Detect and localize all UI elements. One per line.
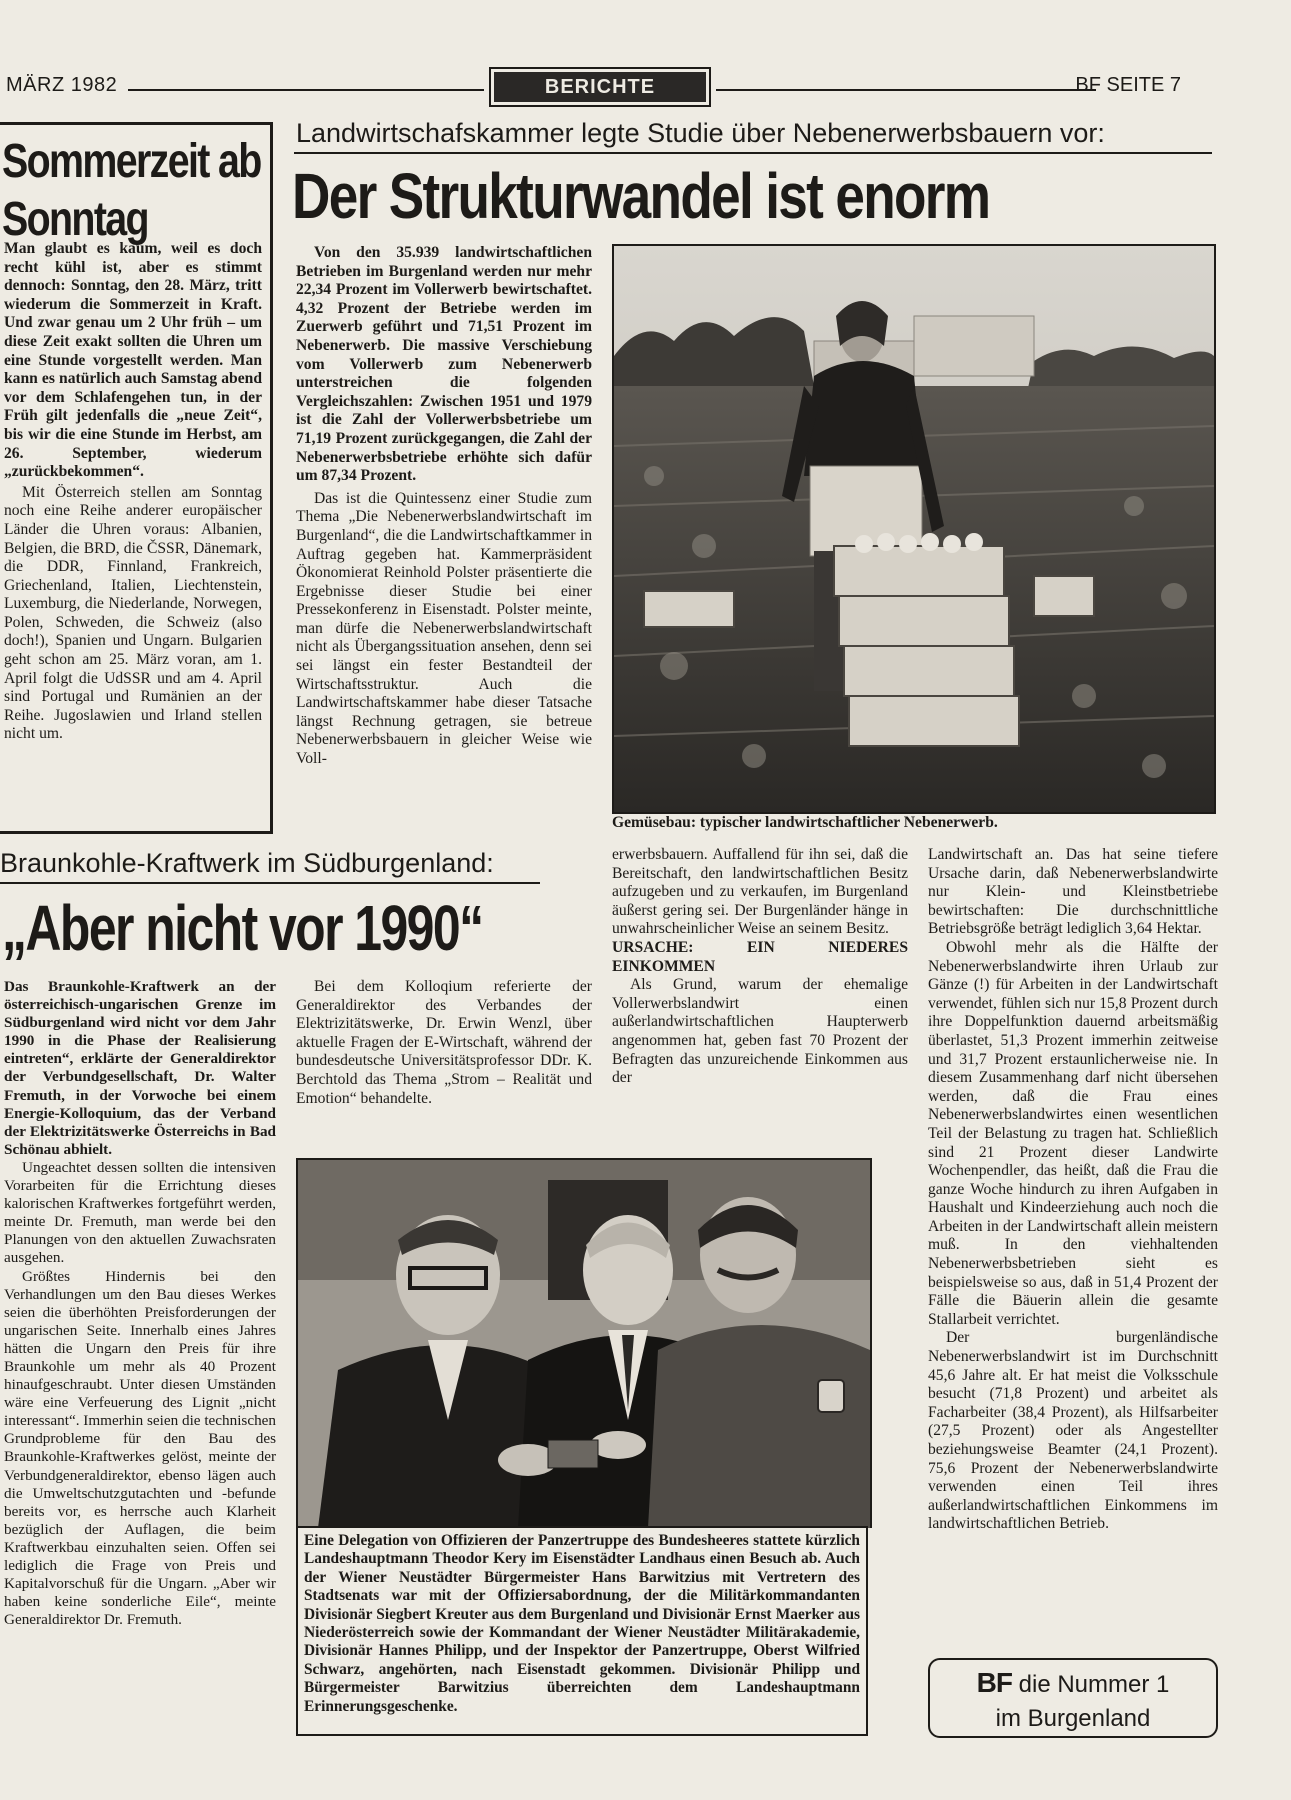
main-column-2 xyxy=(612,846,908,1088)
sidebar-paragraph: Man glaubt es kaum, weil es doch recht kühl ist, aber es stimmt dennoch: Sonntag, den 28. März, tritt wiederum die Sommerzeit in Kraft. Und zwar genau um 2 Uhr früh – um diese Zeit exakt sollten die Uhren um eine Stunde vorgestellt werden. Man kann es natürlich auch Samstag abend vor dem Schlafengehen tun, in der Früh gilt jedenfalls die „neue Zeit“, bis wir die eine Stunde im Herbst, am 26. September, wiederum „zurückbekommen“. xyxy=(4,240,262,481)
second-column-2 xyxy=(296,978,592,1108)
sidebar-paragraph: Mit Österreich stellen am Sonntag noch eine Reihe anderer europäischer Länder die Uhren voraus: Albanien, Belgien, die BRD, die ČSSR, Dänemark, die DDR, Finnland, Frankreich, Griechenland, Italien, Liechtenstein, Luxemburg, die Niederlande, Norwegen, Polen, Schweden, die Schweiz (also doch!), Spanien und Ungarn. Bulgarien geht schon am 25. März voran, am 1. April folgt die UdSSR und am 4. April sind Portugal und Rumänien an der Reihe. Jugoslawien und Irland stellen nicht um. xyxy=(4,483,262,743)
main-paragraph: Obwohl mehr als die Hälfte der Nebenerwerbslandwirte ihren Urlaub zur Gänze (!) für Arbeiten in der Landwirtschaft verwendet, fühlen sich nur 15,8 Prozent durch ihre Doppelfunktion dauernd arbeitsmäßig überlastet, 51,3 Prozent immerhin zeitweise und 31,7 Prozent erstaunlicherweise nie. In diesem Zusammenhang darf nicht übersehen werden, daß die Frau eines Nebenerwerbslandwirtes einen wesentlichen Teil der Belastung zu tragen hat. Schließlich sind 21 Prozent dieser Landwirte Wochenpendler, das heißt, daß die Frau die ganze Woche hindurch zu ihren Aufgaben in Haushalt und Kindeerziehung auch noch die Arbeiten in der Landwirtschaft allein meistern muß. In den viehhaltenden Nebenerwerbsbetrieben sieht es beispielsweise so aus, daß in 51,4 Prozent der Fälle die Bäuerin allein die gesamte Stallarbeit verrichtet. xyxy=(928,938,1218,1328)
second-paragraph: Größtes Hindernis bei den Verhandlungen um den Bau dieses Werkes seien die überhöhten Preisforderungen der ungarischen Seite. Innerhalb eines Jahres hätten die Ungarn den Preis für ihre Braunkohle um mehr als 40 Prozent hinaufgeschraubt. Unter diesen Umständen wäre eine Verfeuerung des Lignit „nicht interessant“. Immerhin seien die technischen Grundprobleme für den Bau des Braunkohle-Kraftwerkes gelöst, meinte der Verbundgeneraldirektor, ebenso lägen auch die Umweltschutzgutachten und -befunde bereits vor, es herrsche auch Klarheit bezüglich der Auflagen, die beim Kraftwerkbau einzuhalten seien. Offen sei lediglich die Frage von Preis und Kapitalvorschuß für die Ungarn. „Aber wir haben keine sonderliche Eile“, meinte Generaldirektor Dr. Fremuth. xyxy=(4,1267,277,1629)
page-number: BF SEITE 7 xyxy=(1075,74,1181,96)
brand-ad-box xyxy=(928,1658,1218,1738)
main-lead: Von den 35.939 landwirtschaftlichen Betrieben im Burgenland werden nur mehr 22,34 Prozent im Vollerwerb bewirtschaftet. 4,32 Prozent der Betriebe werden im Zuerwerb geführt und 71,51 Prozent im Nebenerwerb. Die massive Verschiebung vom Vollerwerb zum Nebenerwerb unterstreichen die folgenden Vergleichszahlen: Zwischen 1951 und 1979 ist die Zahl der Vollerwerbsbetriebe um 71,19 Prozent zurückgegangen, die Zahl der Nebenerwerbsbetriebe erhöhte sich dafür um 87,34 Prozent. xyxy=(296,244,592,485)
main-paragraph: Als Grund, warum der ehemalige Vollerwerbslandwirt einen außerlandwirtschaftlichen Haupterwerb angenommen hat, geben fast 70 Prozent der Befragten das unzureichende Einkommen aus der xyxy=(612,976,908,1087)
main-paragraph: Das ist die Quintessenz einer Studie zum Thema „Die Nebenerwerbslandwirtschaft im Burgenland“, die die Landwirtschaftkammer in Auftrag gegeben hat. Kammerpräsident Ökonomierat Reinhold Polster präsentierte die Ergebnisse dieser Studie bei einer Pressekonferenz in Eisenstadt. Polster meinte, man dürfe die Nebenerwerbslandwirtschaft nicht als Übergangssituation ansehen, denn sei sei längst ein fester Bestandteil der Wirtschaftsstruktur. Auch die Landwirtschaftskammer habe dieser Tatsache längst Rechnung getragen, sie betreue Nebenerwerbsbauern in gleicher Weise wie Voll- xyxy=(296,489,592,768)
farming-photo-image xyxy=(614,246,1214,812)
farming-photo-caption: Gemüsebau: typischer landwirtschaftlicher Nebenerwerb. xyxy=(612,814,998,831)
second-column-1 xyxy=(4,978,276,1629)
main-kicker: Landwirtschafskammer legte Studie über Nebenerwerbsbauern vor: xyxy=(296,118,1105,148)
main-paragraph: Der burgenländische Nebenerwerbslandwirt ist im Durchschnitt 45,6 Jahre alt. Er hat meist die Volksschule besucht (71,8 Prozent) und arbeitet als Facharbeiter (38,4 Prozent), als Hilfsarbeiter (27,5 Prozent) oder als Angestellter beziehungsweise Beamter (24,1 Prozent). 75,6 Prozent der Nebenerwerbslandwirte verwenden einen Teil ihres außerlandwirtschaftlichen Einkommens im landwirtschaftlichen Betrieb. xyxy=(928,1329,1218,1533)
main-paragraph: Landwirtschaft an. Das hat seine tiefere Ursache darin, daß Nebenerwerbslandwirte nur Klein- und Kleinstbetriebe bewirtschaften: Die durchschnittliche Betriebsgröße beträgt lediglich 3,64 Hektar. xyxy=(928,846,1218,938)
second-lead: Das Braunkohle-Kraftwerk an der österreichisch-ungarischen Grenze im Südburgenland wird nicht vor dem Jahr 1990 in die Phase der Realisierung eintreten“, erklärte der Generaldirektor der Verbundgesellschaft, Dr. Walter Fremuth, in der Vorwoche bei einem Energie-Kolloquium, das der Verband der Elektrizitätswerke Österreichs in Bad Schönau abhielt. xyxy=(4,978,276,1158)
section-label: BERICHTE xyxy=(494,72,706,102)
header-rule-left xyxy=(128,89,484,91)
main-headline: Der Strukturwandel ist enorm xyxy=(292,160,990,232)
main-column-3 xyxy=(928,846,1218,1534)
second-kicker-rule xyxy=(0,882,540,884)
second-paragraph: Bei dem Kolloqium referierte der Generaldirektor des Verbandes der Elektrizitätswerke, Dr. Erwin Wenzl, über aktuelle Fragen der E-Wirtschaft, während der bundesdeutsche Universitätsprofessor DDr. K. Berchtold das Thema „Strom – Realität und Emotion“ behandelte. xyxy=(296,978,592,1107)
delegation-photo-image xyxy=(298,1160,870,1528)
kicker-rule xyxy=(294,152,1212,154)
second-paragraph: Ungeachtet dessen sollten die intensiven Vorarbeiten für die Errichtung dieses kalorischen Kraftwerkes fortgeführt werden, meinte Dr. Fremuth, man werde bei den Planungen von den aktuellen Zuwachsraten ausgehen. xyxy=(4,1158,276,1267)
sidebar-headline: Sommerzeit ab Sonntag xyxy=(2,135,261,246)
header-rule-right xyxy=(716,89,1096,91)
second-kicker: Braunkohle-Kraftwerk im Südburgenland: xyxy=(0,848,494,878)
ad-line-1: die Nummer 1 xyxy=(1018,1671,1170,1698)
main-paragraph: erwerbsbauern. Auffallend für ihn sei, daß die Bereitschaft, den landwirtschaftlichen Besitz aufzugeben und zu verkaufen, im Burgenland äußerst gering sei. Der Burgenländer hänge in unwahrscheinlicher Weise an seinem Besitz. xyxy=(612,846,908,938)
farming-photo xyxy=(612,244,1216,814)
main-subhead: URSACHE: EIN NIEDERES EINKOMMEN xyxy=(612,938,908,975)
delegation-photo xyxy=(296,1158,872,1528)
sidebar-box xyxy=(0,122,273,834)
delegation-photo-caption: Eine Delegation von Offizieren der Panzertruppe des Bundesheeres stattete kürzlich Landeshauptmann Theodor Kery im Eisenstädter Landhaus einen Besuch ab. Auch der Wiener Neustädter Bürgermeister Hans Barwitzius mit Vertretern des Stadtsenats war mit der Offiziersabordnung, der die Militärkommandanten Divisionär Siegbert Kreuter aus dem Burgenland und Divisionär Ernst Maerker aus Niederösterreich sowie der Kommandant der Wiener Neustädter Militärakademie, Divisionär Hannes Philipp, und der Inspektor der Panzertruppe, Oberst Wilfried Schwarz, angehörten, nach Eisenstadt gekommen. Divisionär Philipp und Bürgermeister Barwitzius überreichten dem Landeshauptmann Erinnerungsgeschenke. xyxy=(296,1526,868,1736)
second-headline: „Aber nicht vor 1990“ xyxy=(2,892,483,964)
sidebar-body xyxy=(4,240,262,744)
ad-brand: BF xyxy=(976,1667,1012,1698)
issue-date: MÄRZ 1982 xyxy=(6,74,118,96)
ad-line-2: im Burgenland xyxy=(995,1705,1151,1732)
main-column-1 xyxy=(296,244,592,769)
